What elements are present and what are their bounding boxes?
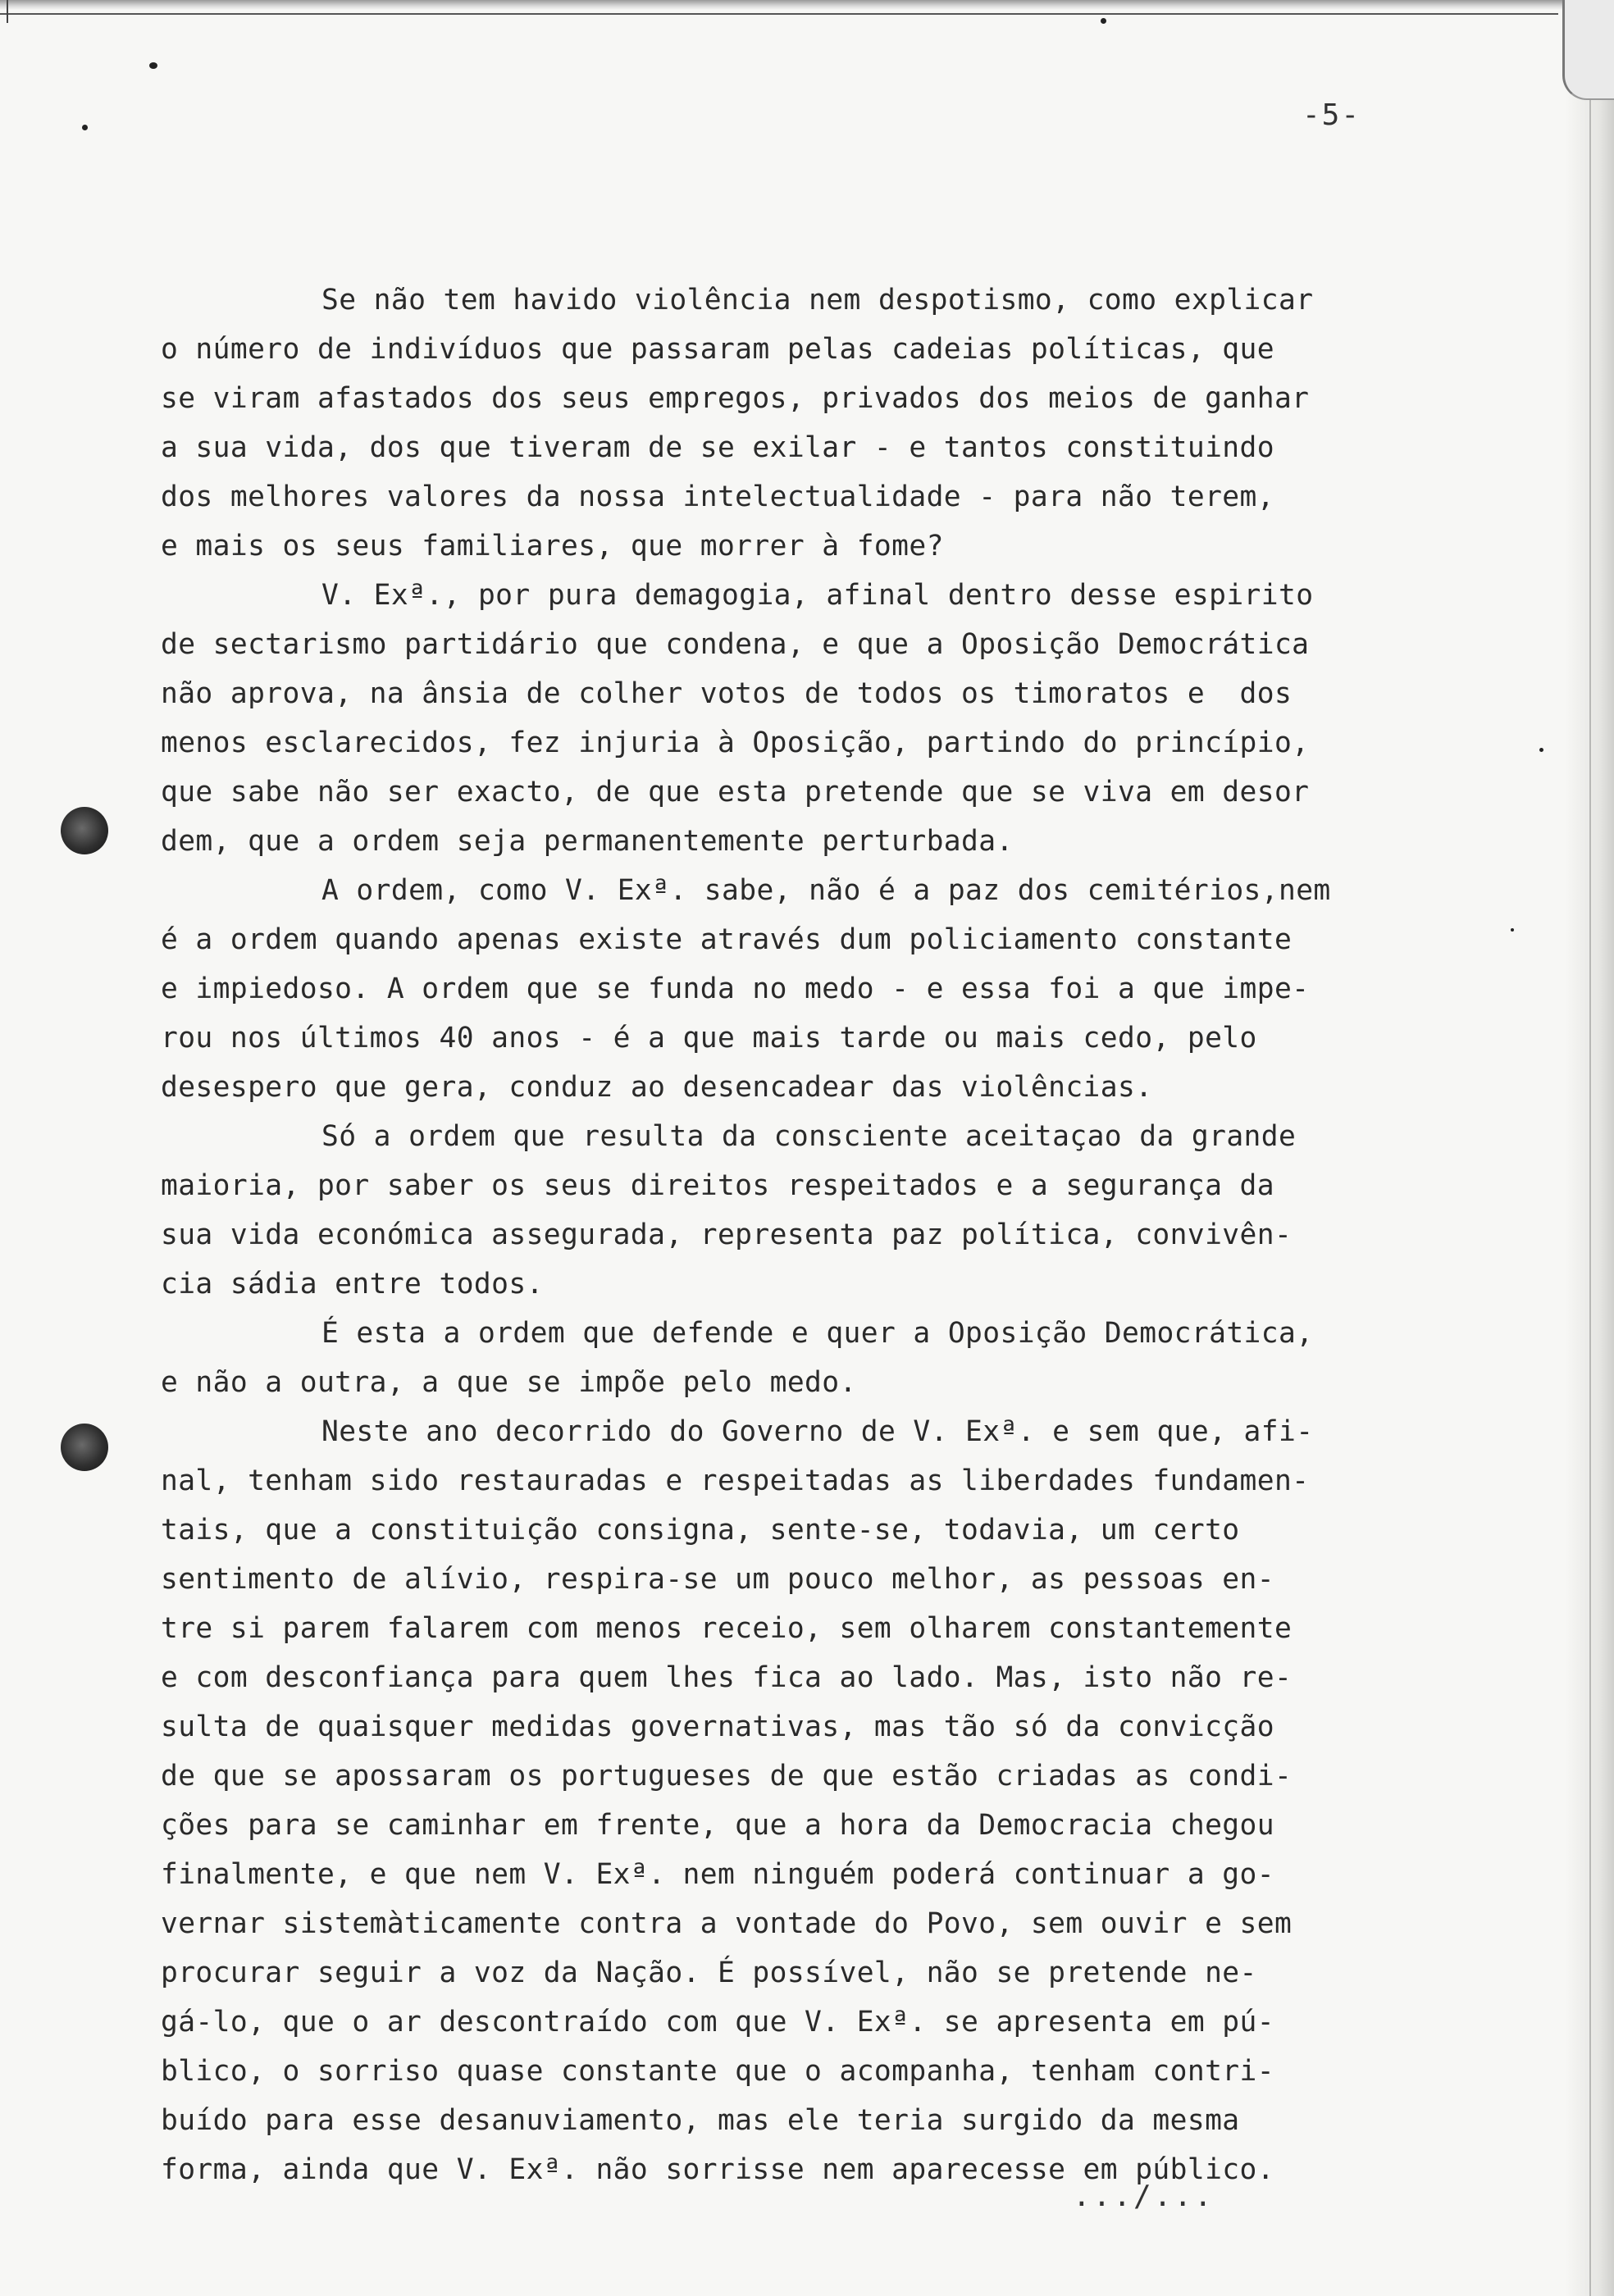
text-line: tais, que a constituição consigna, sente-se, todavia, um certo (161, 1514, 1240, 1547)
staple-corner (1562, 0, 1614, 100)
text-line: Se não tem havido violência nem despotismo, como explicar (321, 284, 1314, 317)
text-line: sua vida económica assegurada, representa paz política, convivên- (161, 1219, 1293, 1251)
text-line: maioria, por saber os seus direitos respeitados e a segurança da (161, 1169, 1274, 1202)
scan-top-line (0, 13, 1558, 15)
text-line: menos esclarecidos, fez injuria à Oposição, partindo do princípio, (161, 727, 1310, 759)
text-line: finalmente, e que nem V. Exª. nem ninguém poderá continuar a go- (161, 1858, 1274, 1891)
paper-fold-line (1589, 0, 1591, 2296)
ink-speck (82, 125, 88, 130)
text-line: V. Exª., por pura demagogia, afinal dentro desse espirito (321, 579, 1314, 612)
text-line: é a ordem quando apenas existe através dum policiamento constante (161, 923, 1293, 956)
page-number: -5- (1302, 98, 1361, 132)
text-line: procurar seguir a voz da Nação. É possível, não se pretende ne- (161, 1957, 1257, 1989)
text-line: ções para se caminhar em frente, que a hora da Democracia chegou (161, 1809, 1274, 1842)
text-line: de sectarismo partidário que condena, e que a Oposição Democrática (161, 628, 1310, 661)
text-line: se viram afastados dos seus empregos, privados dos meios de ganhar (161, 382, 1310, 415)
text-line: A ordem, como V. Exª. sabe, não é a paz dos cemitérios,nem (321, 874, 1331, 907)
text-line: tre si parem falarem com menos receio, sem olharem constantemente (161, 1612, 1293, 1645)
text-line: sulta de quaisquer medidas governativas, mas tão só da convicção (161, 1711, 1274, 1743)
ink-speck (1539, 748, 1543, 752)
scan-top-edge (0, 0, 1614, 10)
text-line: É esta a ordem que defende e quer a Oposição Democrática, (321, 1317, 1314, 1350)
punch-hole (61, 1424, 108, 1471)
text-line: rou nos últimos 40 anos - é a que mais tarde ou mais cedo, pelo (161, 1022, 1257, 1055)
text-line: vernar sistemàticamente contra a vontade do Povo, sem ouvir e sem (161, 1907, 1293, 1940)
ink-speck (1101, 18, 1106, 24)
scan-left-mark (7, 0, 8, 23)
text-line: não aprova, na ânsia de colher votos de todos os timoratos e dos (161, 677, 1293, 710)
text-line: dos melhores valores da nossa intelectualidade - para não terem, (161, 481, 1274, 513)
text-line: de que se apossaram os portugueses de que estão criadas as condi- (161, 1760, 1293, 1793)
text-line: forma, ainda que V. Exª. não sorrisse nem aparecesse em público. (161, 2153, 1274, 2186)
text-line: buído para esse desanuviamento, mas ele teria surgido da mesma (161, 2104, 1240, 2137)
text-line: e não a outra, a que se impõe pelo medo. (161, 1366, 857, 1399)
text-line: e impiedoso. A ordem que se funda no medo - e essa foi a que impe- (161, 973, 1310, 1005)
letter-body (161, 276, 1489, 2194)
text-line: dem, que a ordem seja permanentemente perturbada. (161, 825, 1014, 858)
continuation-mark: .../... (1073, 2180, 1215, 2213)
text-line: nal, tenham sido restauradas e respeitadas as liberdades fundamen- (161, 1465, 1310, 1497)
text-line: Só a ordem que resulta da consciente aceitaçao da grande (321, 1120, 1297, 1153)
text-line: a sua vida, dos que tiveram de se exilar - e tantos constituindo (161, 431, 1274, 464)
ink-speck (1511, 928, 1514, 932)
text-line: sentimento de alívio, respira-se um pouco melhor, as pessoas en- (161, 1563, 1274, 1596)
text-line: que sabe não ser exacto, de que esta pretende que se viva em desor (161, 776, 1310, 809)
ink-speck (149, 62, 157, 69)
text-line: e com desconfiança para quem lhes fica ao lado. Mas, isto não re- (161, 1661, 1293, 1694)
text-line: desespero que gera, conduz ao desencadear das violências. (161, 1071, 1153, 1104)
text-line: gá-lo, que o ar descontraído com que V. Exª. se apresenta em pú- (161, 2006, 1274, 2039)
text-line: Neste ano decorrido do Governo de V. Exª. e sem que, afi- (321, 1415, 1314, 1448)
text-line: e mais os seus familiares, que morrer à fome? (161, 530, 944, 563)
text-line: blico, o sorriso quase constante que o acompanha, tenham contri- (161, 2055, 1274, 2088)
text-line: cia sádia entre todos. (161, 1268, 544, 1301)
text-line: o número de indivíduos que passaram pelas cadeias políticas, que (161, 333, 1274, 366)
punch-hole (61, 807, 108, 854)
